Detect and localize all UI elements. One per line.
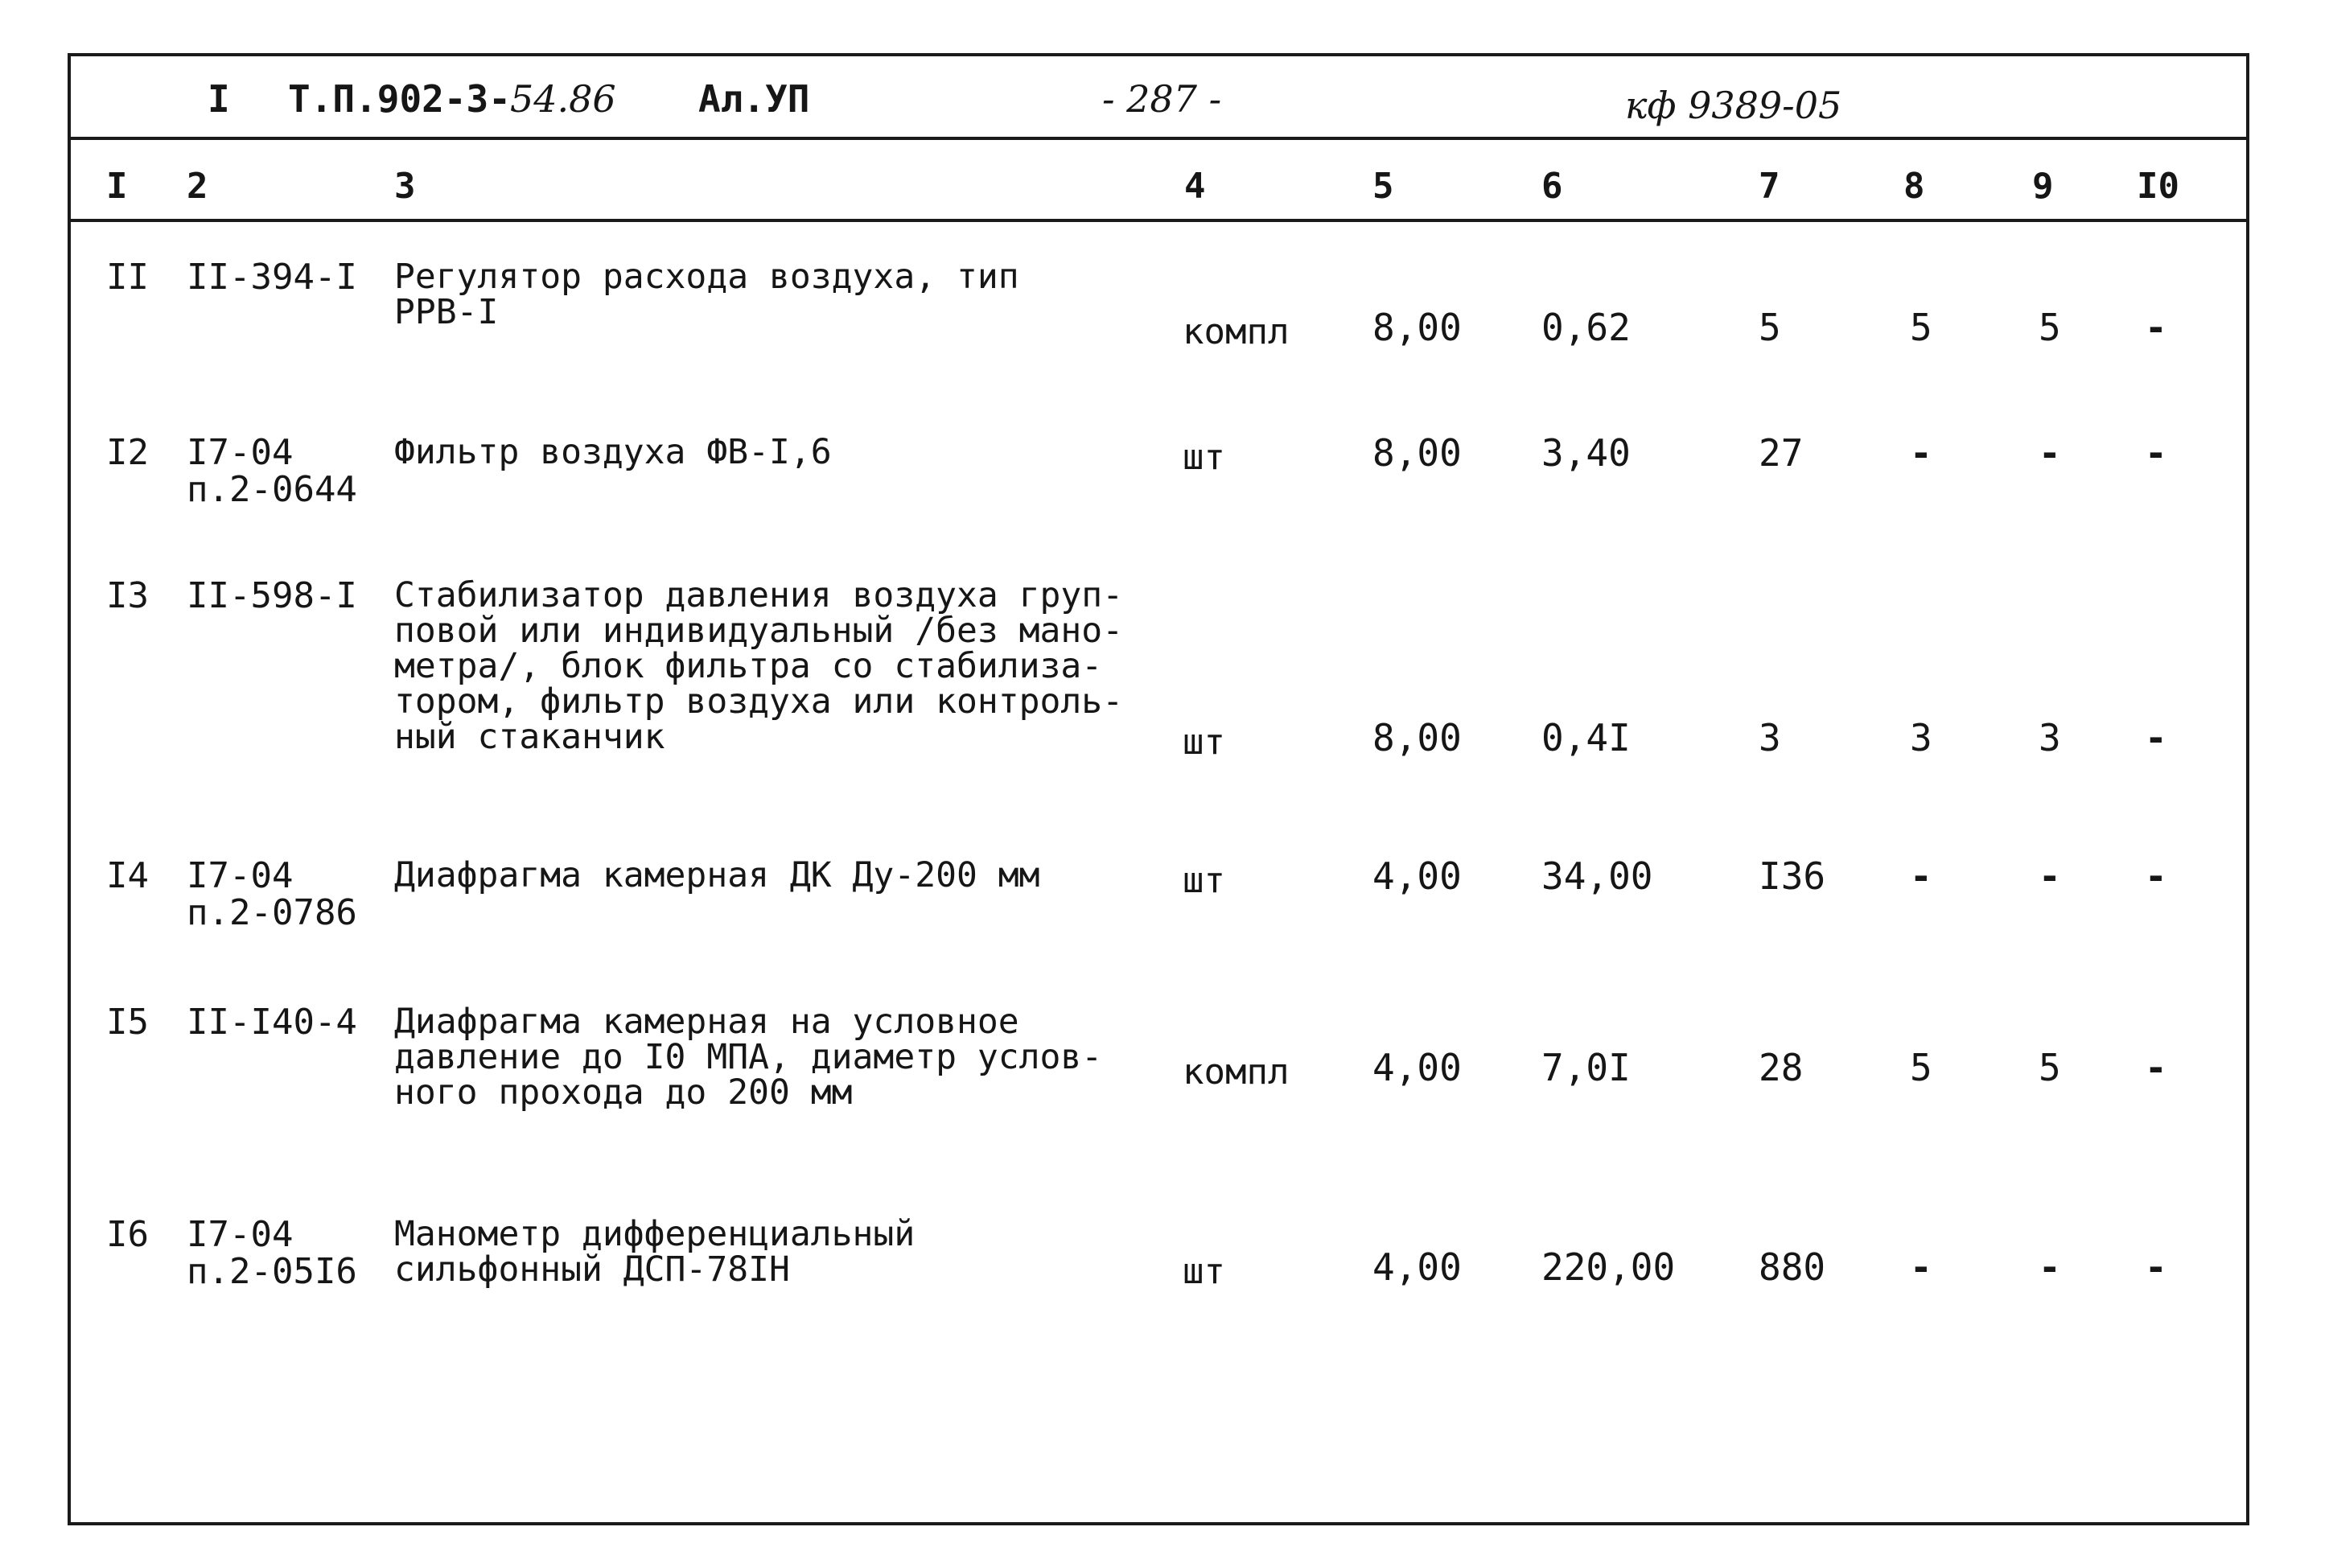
column-9-value: - — [2039, 1245, 2061, 1289]
row-number: I6 — [106, 1214, 149, 1255]
price-code-line: II-598-I — [187, 575, 357, 616]
column-9-value: 5 — [2039, 1046, 2061, 1089]
unit-of-measure: шт — [1183, 722, 1225, 763]
column-6-value: 220,00 — [1541, 1245, 1676, 1289]
column-5-value: 4,00 — [1372, 1046, 1462, 1089]
item-description: Манометр дифференциальный сильфонный ДСП-78IН — [394, 1214, 916, 1290]
column-5-value: 8,00 — [1372, 306, 1462, 349]
row-number: I3 — [106, 575, 149, 616]
price-code-line: п.2-05I6 — [187, 1251, 357, 1292]
column-header-3: 3 — [394, 166, 416, 207]
price-code — [187, 434, 357, 508]
column-10-value: - — [2145, 854, 2167, 898]
document-number-prefix: Т.П.902-3- — [288, 77, 511, 121]
column-6-value: 0,4I — [1541, 716, 1631, 759]
column-7-value: 27 — [1759, 431, 1804, 475]
column-10-value: - — [2145, 306, 2167, 349]
column-7-value: 28 — [1759, 1046, 1804, 1089]
column-5-value: 8,00 — [1372, 716, 1462, 759]
header-divider — [68, 137, 2249, 140]
item-description: Диафрагма камерная ДК Ду-200 мм — [394, 855, 1040, 895]
unit-of-measure: шт — [1183, 437, 1225, 478]
column-5-value: 4,00 — [1372, 1245, 1462, 1289]
price-code-line: I7-04 — [187, 855, 294, 896]
item-description: Стабилизатор давления воздуха груп- повой или индивидуальный /без мано- метра/, блок фильтра со стабилиза- тором, фильтр воздуха или контроль- ный стаканчик — [394, 575, 1124, 757]
item-description: Диафрагма камерная на условное давление до I0 МПА, диаметр услов- ного прохода до 200 мм — [394, 1002, 1103, 1113]
unit-of-measure: шт — [1183, 860, 1225, 901]
column-7-value: 5 — [1759, 306, 1781, 349]
column-8-value: - — [1910, 854, 1932, 898]
price-code-line: п.2-0644 — [187, 469, 357, 510]
column-7-value: 880 — [1759, 1245, 1826, 1289]
column-5-value: 8,00 — [1372, 431, 1462, 475]
column-header-7: 7 — [1759, 166, 1780, 207]
column-6-value: 3,40 — [1541, 431, 1631, 475]
column-header-8: 8 — [1903, 166, 1925, 207]
price-code — [187, 1004, 357, 1041]
column-7-value: I36 — [1759, 854, 1826, 898]
column-header-10: I0 — [2137, 166, 2179, 207]
column-6-value: 7,0I — [1541, 1046, 1631, 1089]
unit-of-measure: компл — [1183, 1052, 1290, 1093]
document-number-suffix: 54.86 — [510, 77, 616, 121]
price-code — [187, 259, 357, 296]
column-7-value: 3 — [1759, 716, 1781, 759]
item-description: Фильтр воздуха ФВ-I,6 — [394, 432, 832, 472]
column-8-value: 3 — [1910, 716, 1932, 759]
column-9-value: - — [2039, 854, 2061, 898]
price-code-line: II-I40-4 — [187, 1002, 357, 1043]
price-code-line: п.2-0786 — [187, 892, 357, 933]
column-header-1: I — [106, 166, 128, 207]
price-code — [187, 1216, 357, 1290]
column-8-value: 5 — [1910, 1046, 1932, 1089]
price-code-line: I7-04 — [187, 432, 294, 473]
column-10-value: - — [2145, 431, 2167, 475]
column-6-value: 0,62 — [1541, 306, 1631, 349]
column-header-divider — [68, 219, 2249, 222]
column-9-value: - — [2039, 431, 2061, 475]
column-10-value: - — [2145, 1245, 2167, 1289]
column-8-value: - — [1910, 431, 1932, 475]
row-number: I4 — [106, 855, 149, 896]
column-header-9: 9 — [2032, 166, 2054, 207]
column-9-value: 3 — [2039, 716, 2061, 759]
column-8-value: - — [1910, 1245, 1932, 1289]
price-code — [187, 575, 357, 616]
column-8-value: 5 — [1910, 306, 1932, 349]
column-10-value: - — [2145, 1046, 2167, 1089]
row-number: I5 — [106, 1002, 149, 1043]
price-code — [187, 855, 357, 933]
column-10-value: - — [2145, 716, 2167, 759]
archive-code: кф 9389-05 — [1625, 84, 1842, 127]
row-number: I2 — [106, 432, 149, 473]
column-5-value: 4,00 — [1372, 854, 1462, 898]
unit-of-measure: шт — [1183, 1251, 1225, 1292]
item-description: Регулятор расхода воздуха, тип РРВ-I — [394, 257, 1019, 332]
sheet-marker: I — [208, 77, 230, 121]
column-header-6: 6 — [1541, 166, 1563, 207]
album-label: Ал.УП — [698, 77, 810, 121]
price-code-line: I7-04 — [187, 1214, 294, 1255]
page-number: - 287 - — [1102, 77, 1222, 121]
unit-of-measure: компл — [1183, 311, 1290, 352]
column-header-4: 4 — [1184, 166, 1206, 207]
column-6-value: 34,00 — [1541, 854, 1653, 898]
price-code-line: II-394-I — [187, 257, 357, 298]
row-number: II — [106, 257, 149, 298]
column-header-2: 2 — [187, 166, 208, 207]
column-9-value: 5 — [2039, 306, 2061, 349]
column-header-5: 5 — [1372, 166, 1394, 207]
